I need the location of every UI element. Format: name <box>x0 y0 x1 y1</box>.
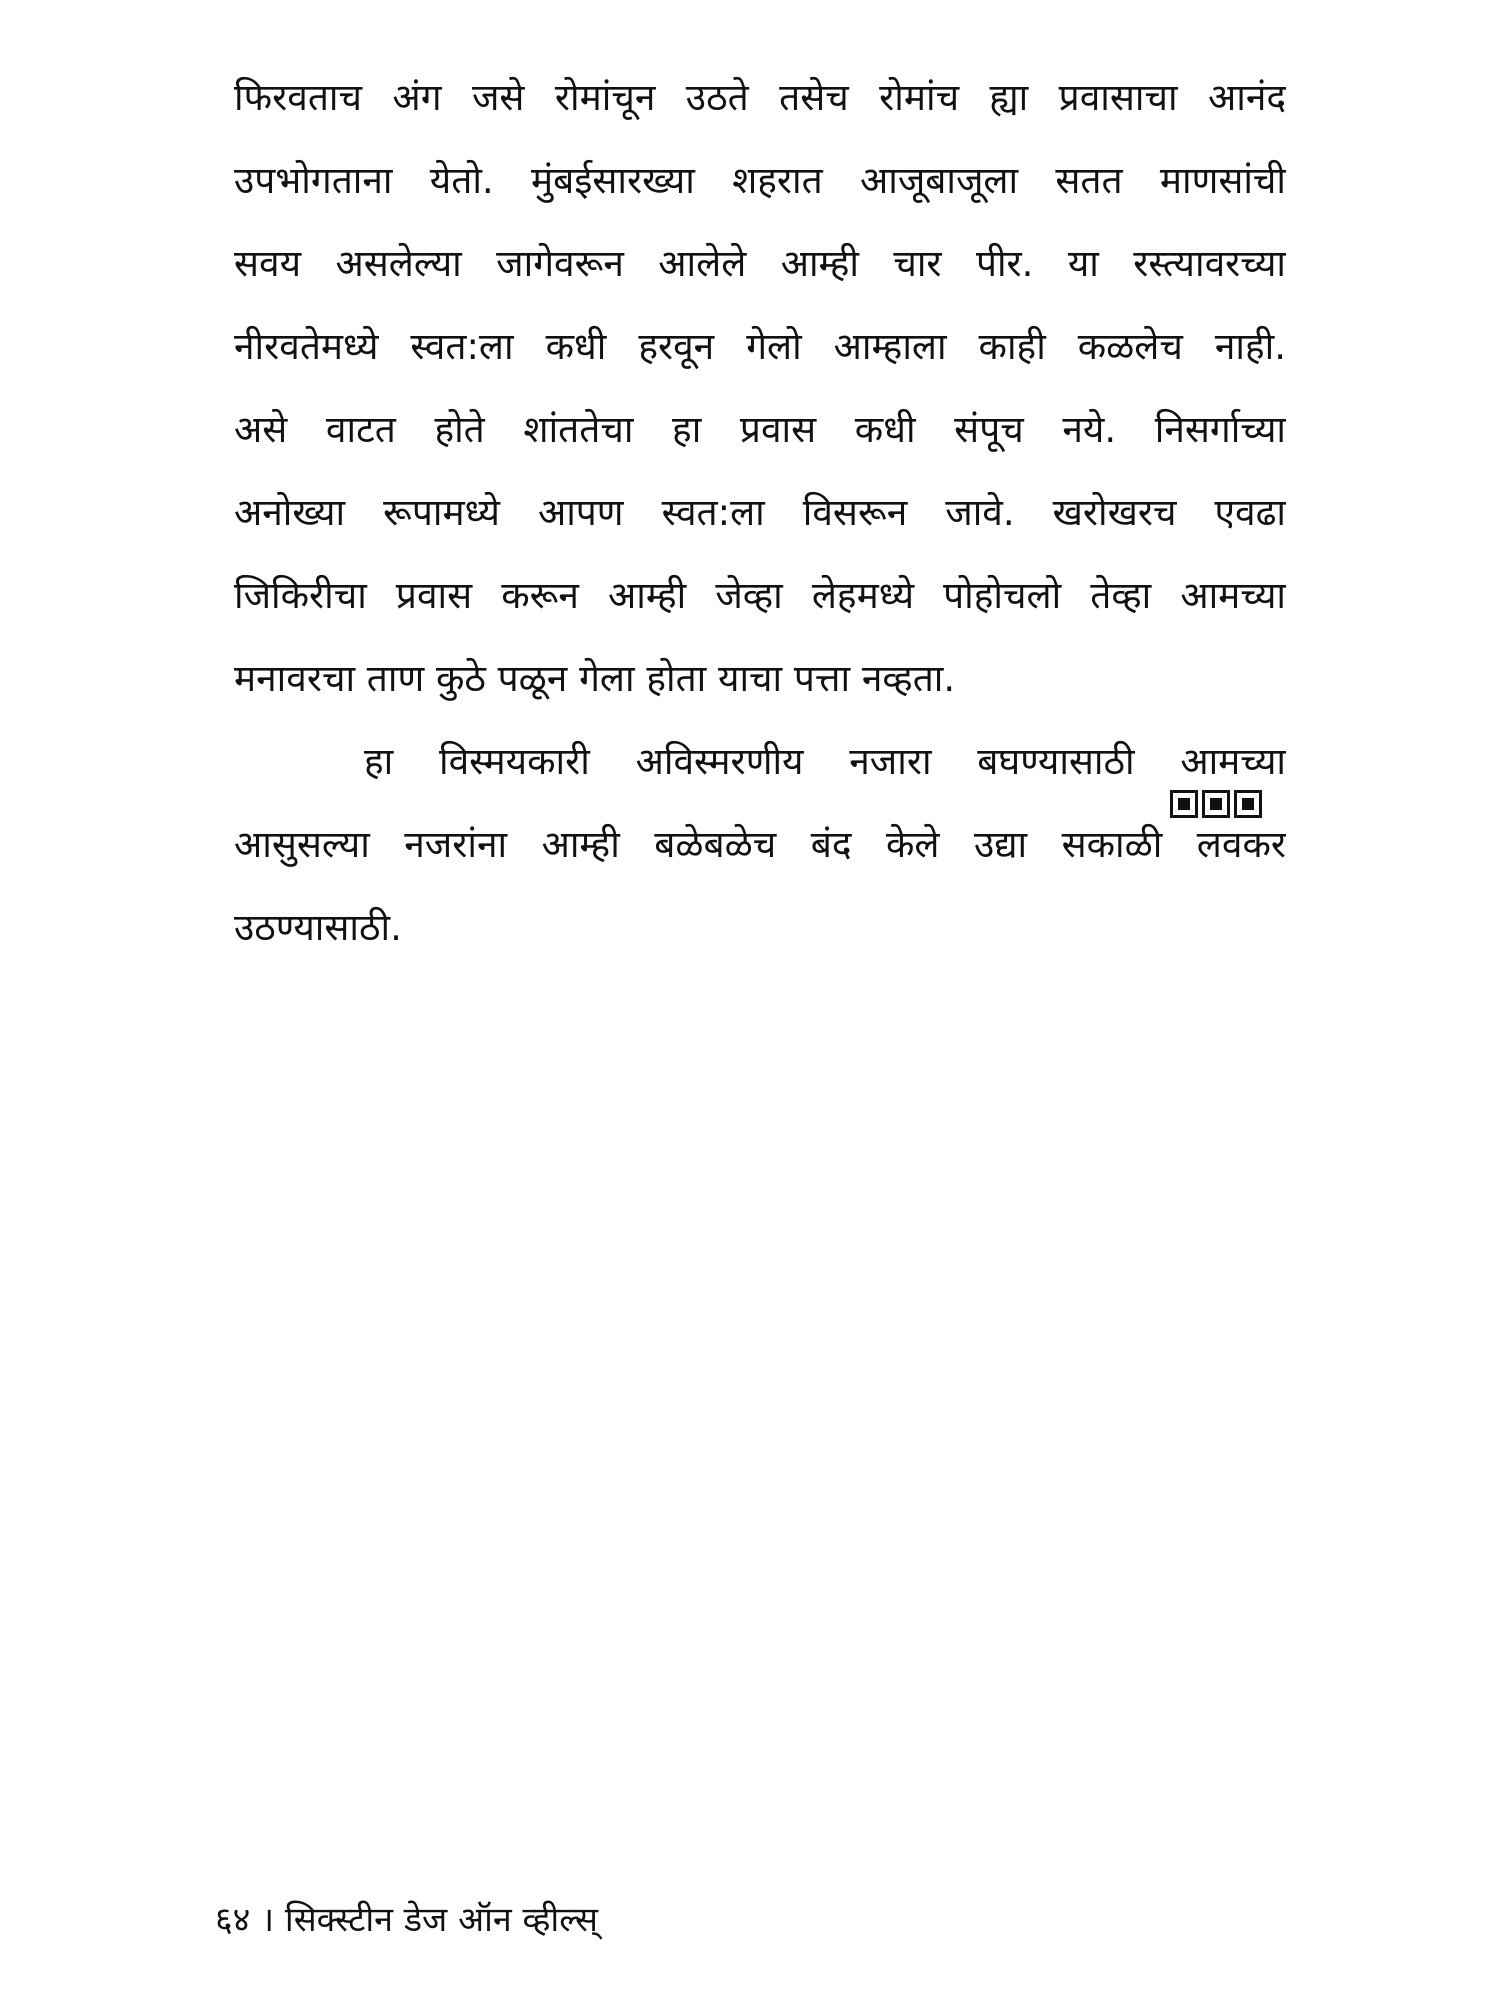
text-line: सवय असलेल्या जागेवरून आलेले आम्ही चार पीर. या रस्त्यावरच्या <box>234 242 1286 285</box>
boxed-square-icon <box>1202 790 1230 818</box>
page-footer <box>215 1895 598 1945</box>
text-line: जिकिरीचा प्रवास करून आम्ही जेव्हा लेहमध्ये पोहोचलो तेव्हा आमच्या <box>234 574 1286 617</box>
text-line: उपभोगताना येतो. मुंबईसारख्या शहरात आजूबाजूला सतत माणसांची <box>234 159 1286 202</box>
text-line: मनावरचा ताण कुठे पळून गेला होता याचा पत्ता नव्हता. <box>234 657 956 700</box>
text-line: अनोख्या रूपामध्ये आपण स्वत:ला विसरून जावे. खरोखरच एवढा <box>234 491 1286 534</box>
boxed-square-icon <box>1170 790 1198 818</box>
paragraph-start-line: हा विस्मयकारी अविस्मरणीय नजारा बघण्यासाठी आमच्या <box>364 740 1286 783</box>
page-number: ६४ <box>215 1900 251 1940</box>
book-title: सिक्स्टीन डेज ऑन व्हील्स् <box>284 1900 598 1940</box>
boxed-square-icon <box>1234 790 1262 818</box>
text-line: फिरवताच अंग जसे रोमांचून उठते तसेच रोमांच ह्या प्रवासाचा आनंद <box>234 76 1286 119</box>
text-line: असे वाटत होते शांततेचा हा प्रवास कधी संपूच नये. निसर्गाच्या <box>234 408 1286 451</box>
body-text <box>234 56 1286 969</box>
text-line: आसुसल्या नजरांना आम्ही बळेबळेच बंद केले उद्या सकाळी लवकर <box>234 823 1286 866</box>
text-line: उठण्यासाठी. <box>234 906 402 949</box>
section-end-mark-icon <box>1170 790 1262 818</box>
text-line: नीरवतेमध्ये स्वत:ला कधी हरवून गेलो आम्हाला काही कळलेच नाही. <box>234 325 1286 368</box>
footer-separator: । <box>261 1900 275 1940</box>
